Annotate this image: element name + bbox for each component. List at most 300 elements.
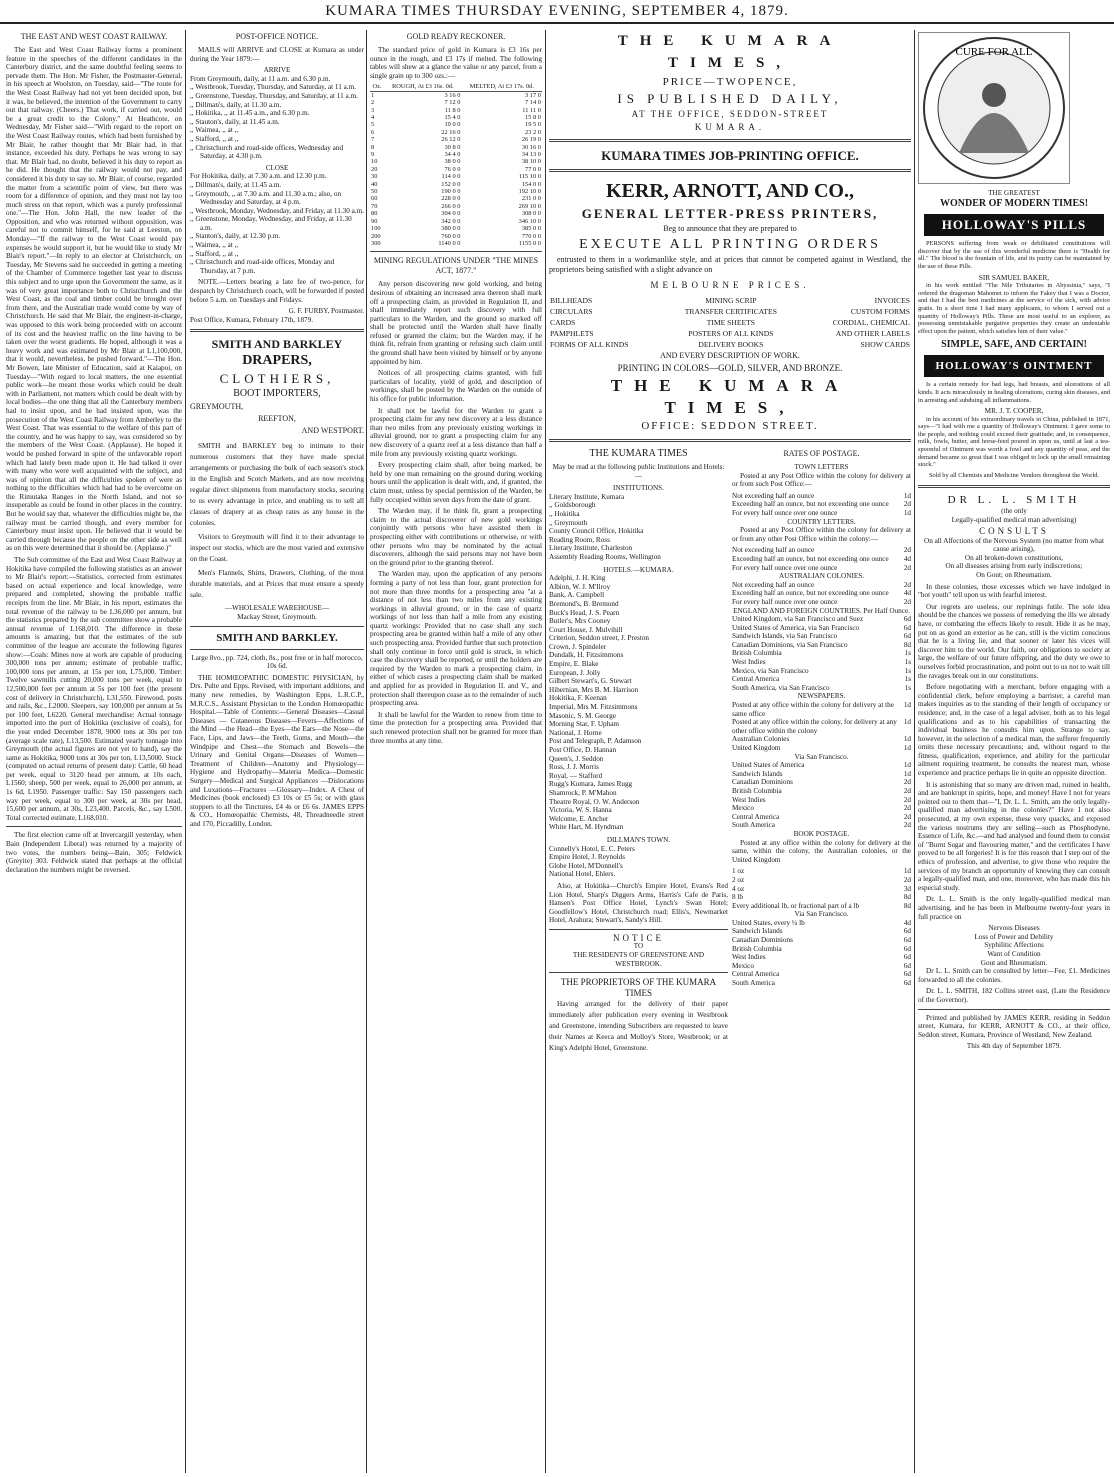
list-item: Nervous Diseases (988, 924, 1040, 933)
colors-line: PRINTING IN COLORS—GOLD, SILVER, AND BRONZE. (617, 363, 843, 373)
table-cell: 50 (371, 188, 378, 196)
list-item: Connelly's Hotel, E. C. Peters (549, 844, 635, 853)
rate-list (732, 546, 911, 572)
table-row (370, 195, 542, 202)
list-item: Syphilitic Affections (984, 941, 1044, 950)
drapers-place: REEFTON, (258, 414, 296, 424)
list-item: National Hotel, Ehlers. (549, 870, 616, 879)
list-item: Theatre Royal, O. W. Anderson (549, 797, 640, 806)
rate-name: Exceeding half an ounce, but not exceeding one ounce (732, 500, 889, 509)
table-row (370, 107, 542, 114)
rate-name: Sandwich Islands (732, 769, 783, 778)
table-cell: 34 13 0 (521, 151, 541, 159)
list-item: Hokitika, F. Keenan (549, 694, 607, 703)
railway-para: The Sub committee of the East and West Coast Railway at Hokitika have compiled the following statistics as an answer to Mr Blair's report:—Statistics, corrected from estimates based on actual experience and local knowledge, were prepared and completed, showing the probable traffic receipts from the line. Mr Blair, in his report, estimates the total revenue of the railway to be L36,000 per annum, but the statistics prepared by the sub committee show a probable annual revenue of L168,010. The difference in these amounts is amazing, but that the estimates of the sub committee of the league are accurate the following figures show:—Coals: Mines now at work are capable of producing 300,000 tons per annum; estimate of probable traffic, 100,000 tons per annum, at 15s per ton, L75,000. Timber: Twelve sawmills cutting 20,000 tons per week, equal to 12,500,000 feet per annum at 5s per 100 feet (the present cost of delivery in Christchurch), L31,550. Firewood, posts and rails, &c., L2000. Sleepers, say 100,000 per annum at 5s per 100 feet, L6220. General merchandise: Actual tonnage imported into the port of Hokitika (exclusive of coals), for the year ended December 1878, 9000 tons at 30s per ton (average scale rate), L13,500. Estimated yearly tonnage into Greymouth (the actual figures are not yet to hand), say the same as Hokitika, 9000 tons at 30s per ton, L13,5000. Stock (computed on actual returns of present date): Cattle, 60 head per week, equal to 3120 head per annum, at 10s each, L1560; sheep, 500 per week, equal to 26,000 per annum, at 1s 6d, L1950. Passenger traffic: Say 150 passengers each way per week, equal to 300 per week, at 30s per head, 15,600 per annum, at 30s, L23,400. Parcels, &c., say L500. Total corrected estimate, L168,010. (6, 556, 182, 822)
table-cell: 3 16 0 (444, 91, 461, 99)
rate-amount: 1d (903, 867, 911, 876)
table-cell: 38 0 0 (444, 158, 461, 166)
column-gold-mining (370, 30, 542, 1473)
list-item: ,, Hokitika (549, 509, 580, 518)
table-cell: 4 (371, 114, 375, 121)
table-cell: 23 2 0 (525, 128, 541, 136)
rate-amount: 1s (904, 649, 911, 658)
table-cell: 26 12 0 (441, 136, 461, 144)
table-cell: 26 19 0 (521, 136, 541, 144)
list-item: ,, Hokitika, ,, at 11.45 a.m., and 6.30 p.m. (190, 109, 310, 118)
drapers-para: Men's Flannels, Shirts, Drawers, Clothing, of the most durable materials, and at Prices that must ensure a speedy sale. (190, 569, 364, 600)
arrive-label: ARRIVE (263, 66, 291, 75)
rate-row: Every additional lb, or fractional part of a lb 8d (732, 901, 911, 910)
read-at-title: THE KUMARA TIMES (589, 448, 688, 459)
hotels-label: HOTELS.—KUMARA. (603, 565, 674, 574)
paper-place: KUMARA. (694, 122, 766, 132)
rate-name: Mexico (732, 961, 754, 970)
list-item: Albion, W. J. M'Ilroy (549, 582, 611, 591)
list-item: Adelphi, J. H. King (549, 574, 606, 583)
divider (549, 439, 911, 442)
table-cell: 100 (371, 225, 381, 233)
table-cell: 770 0 0 (521, 232, 541, 240)
table-cell: 3 17 0 (525, 91, 541, 99)
table-cell: 80 (371, 210, 378, 218)
paper-published: IS PUBLISHED DAILY, (617, 91, 843, 106)
rate-row (732, 927, 911, 936)
rate-amount: 6d (903, 632, 911, 641)
melbourne-prices: MELBOURNE PRICES. (650, 280, 810, 290)
rate-amount: 6d (903, 615, 911, 624)
divider (6, 826, 182, 827)
list-item: ,, Greymouth, ,, at 7.30 a.m. and 11.30 a.m.; also, on Wednesday and Saturday, at 4 p.m. (190, 189, 342, 207)
post-note: NOTE.—Letters bearing a late fee of two-pence, for despatch by Christchurch coach, will be forwarded if posted before 5 a.m. on Tuesdays and Fridays. (190, 278, 364, 304)
rate-row (732, 804, 911, 813)
list-item: Welcome, E. Ancher (549, 814, 609, 823)
sold-by: Sold by all Chemists and Medicine Vendors throughout the World. (928, 471, 1099, 479)
column-railway (6, 30, 182, 1473)
list-item: ,, Westbrook, Monday, Wednesday, and Friday, at 11.30 a.m. (190, 206, 364, 215)
rate-name: West Indies (732, 953, 766, 962)
rate-name: Canadian Dominions (732, 936, 793, 945)
rate-name: Mexico (732, 804, 754, 813)
rate-label: BOOK POSTAGE. (793, 829, 850, 838)
list-item: Gout and Rheumatism. (980, 958, 1048, 967)
list-item: On all broken-down constitutions, (964, 553, 1064, 562)
rate-row (732, 945, 911, 954)
rate-amount: 1d (903, 491, 911, 500)
rate-row (732, 564, 911, 573)
rate-name: Mexico, via San Francisco (732, 666, 809, 675)
rate-row (732, 867, 911, 876)
rate-row (732, 555, 911, 564)
rate-name: British Columbia (732, 786, 782, 795)
melted-header: MELTED, At £3 17s. 0d. (461, 83, 542, 91)
table-cell: 7 14 0 (525, 99, 541, 107)
holloways-pills-title: HOLLOWAY'S PILLS (924, 214, 1104, 236)
table-cell: 19 0 0 (444, 121, 461, 129)
rate-name: United Kingdom (732, 744, 781, 752)
rate-name: British Columbia (732, 649, 782, 658)
mining-para: Notices of all prospecting claims granted, with full particulars of locality, yield of gold, and description of workings, shall be posted by the Warden on the outside of his office for public information. (370, 369, 542, 404)
rate-row (732, 735, 911, 744)
drapers-place: AND WESTPORT. (301, 426, 364, 436)
smith-para: It is astonishing that so many are driven mad, ruined in health, and are bankrupt in spirits, hope, and money! Have I not for years pointed out to them that—"I, Dr. L. L. Smith, am the only legally-qualified man advertising in the colonies?" Have I not also prosecuted, at my own expense, these very quacks, and exposed the various nostrums they are selling—such as Phosphodyne, Essence of Life, &c.—and had analysed and found them to consist of "Burnt Sugar and flavouring matter," and the certificates I have proved to be all forgeries! It is for this reason that I step out of the ethics of profession, and advertise, to give those who require the services of my branch an opportunity of knowing they can consult a legally-qualified man, and one, moreover, who has made this his especial study. (918, 780, 1110, 892)
table-cell: 8 (371, 143, 375, 151)
rate-amount: 6d (903, 970, 911, 979)
table-cell: 266 0 0 (441, 202, 461, 210)
table-cell: SHOW CARDS (860, 340, 910, 349)
smith-diseases-list (918, 924, 1110, 967)
list-item: For Hokitika, daily, at 7.30 a.m. and 12.30 p.m. (190, 172, 327, 181)
table-row (370, 240, 542, 247)
table-row (370, 203, 542, 210)
rate-row (732, 953, 911, 962)
list-item: Dundalk, H. Fitzsimmons (549, 651, 624, 660)
holloways-ointment-title: HOLLOWAY'S OINTMENT (924, 355, 1104, 377)
table-cell: 342 0 0 (441, 217, 461, 225)
mining-para: It shall be lawful for the Warden to renew from time to time the protection for a prospecting area. Provided that such renewed protection shall not be granted for more than three months at any time. (370, 710, 542, 745)
list-item: ,, Stauton's, daily, at 11.45 a.m. (190, 117, 280, 126)
rate-intro: Posted at any Post Office within the colony for delivery at or from such Post Office:— (732, 471, 911, 489)
table-cell: 30 (371, 173, 378, 181)
column-rule (185, 30, 186, 1473)
gold-intro: The standard price of gold in Kumara is £3 16s per ounce in the rough, and £3 17s if melted. The following tables will shew at a glance the value or any parcel, from a single grain up to 300 ozs.:— (370, 46, 542, 80)
table-cell: 308 0 0 (521, 210, 541, 218)
rate-label: Via San Francisco. (794, 910, 849, 919)
list-item: Bank, A. Campbell (549, 591, 605, 600)
homoeopathic-ad: THE HOMŒOPATHIC DOMESTIC PHYSICIAN, by Drs. Pulte and Epps. Revised, with important additions, and many new remedies, by Washington Epps, L.R.C.P., M.R.C.S., Assistant Physician to the London Homœopathic Hospital.—Table of Contents:—General Diseases—Casual Diseases — Cutaneous Diseases—Fevers—Affections of the Mind —the Head—the Eyes—the Ears—the Nose—the Face, Lips, and Jaws—the Teeth, Gums, and Mouth—the Windpipe and Chest—the Stomach and Bowels—the Urinary and Genital Organs—Diseases of Women—Treatment of Children—Anatomy and Physiology—Hygiene and Hydropathy—Materia Medica—Domestic Surgery—Medical and Surgical Appliances —Dislocations and Luxations—Fractures —Glossary—Index. A Chest of Medicines (book enclosed) £3 10s or £5 5s; or with glass stoppers to all the Tinctures, £4 4s or £6 6s. JAMES EPPS & CO., Homœopathic Chemists, 48, Threadneedle street and 170, Piccadilly, London. (190, 673, 364, 828)
rate-row (732, 500, 911, 509)
table-row (370, 121, 542, 128)
rate-list (732, 492, 911, 518)
rate-row (732, 885, 911, 894)
table-row (370, 188, 542, 195)
drapers-footer: SMITH AND BARKLEY. (216, 631, 338, 644)
rate-row (732, 919, 911, 928)
rate-amount: 1s (904, 683, 911, 692)
list-item: Court House, J. Mulvihill (549, 625, 623, 634)
table-row (370, 136, 542, 143)
rate-row (732, 546, 911, 555)
rate-name: Not exceeding half an ounce (732, 491, 815, 500)
rate-amount: 6d (903, 927, 911, 936)
rate-name: Central America (732, 675, 780, 684)
rate-row (732, 936, 911, 945)
table-row (370, 91, 542, 99)
rate-amount: 1d (903, 718, 911, 727)
rate-name: South America (732, 979, 775, 988)
rate-name: Sandwich Islands (732, 927, 783, 936)
table-cell: 1155 0 0 (518, 239, 541, 247)
rate-row (732, 970, 911, 979)
rate-amount: 2d (903, 786, 911, 795)
list-item: European, J. Jolly (549, 668, 601, 677)
rate-name: Posted at any office within the colony, for delivery at any other office within the colony (732, 718, 897, 735)
proprietors-para: Having arranged for the delivery of their paper immediately after publication every evening in Westbrook and Greenstone, intending Subscribers are requested to leave their Names at Keeca and Molloy's Store, Westbrook; or at King's Adelphi Hotel, Greenstone. (549, 1000, 728, 1053)
table-cell: POSTERS OF ALL KINDS (688, 329, 774, 338)
imprint-date: This 4th day of September 1879. (966, 1042, 1062, 1051)
table-cell: 7 12 0 (444, 99, 461, 107)
list-item: ,, Westbrook, Tuesday, Thursday, and Saturday, at 11 a.m. (190, 83, 356, 92)
rate-row (732, 649, 911, 658)
oz-header: Oz. (370, 83, 384, 91)
paper-title: THE KUMARA TIMES, (617, 33, 843, 71)
rate-name: United States of America, via San Francisco (732, 623, 860, 632)
rate-row (732, 744, 911, 753)
list-item: ,, Waimea, ,, at ,, (190, 126, 239, 135)
rate-name: For every half ounce over one ounce (732, 563, 838, 572)
rate-amount: 4d (903, 554, 911, 563)
svg-text:CURE FOR ALL: CURE FOR ALL (955, 46, 1033, 58)
rate-row (732, 615, 911, 624)
table-row (370, 173, 542, 180)
divider (549, 139, 911, 142)
gold-table (370, 83, 542, 247)
cooper-name: MR. J. T. COOPER, (984, 407, 1044, 416)
holloway-seal-icon (918, 32, 1070, 184)
masthead: KUMARA TIMES THURSDAY EVENING, SEPTEMBER 4, 1879. (0, 0, 1114, 24)
rate-row (732, 718, 911, 735)
gold-title: GOLD READY RECKONER. (406, 32, 506, 41)
table-cell: 30 16 0 (521, 143, 541, 151)
rate-row (732, 778, 911, 787)
divider (549, 972, 728, 973)
divider (549, 169, 911, 172)
list-item: Buck's Head, J. S. Pearn (549, 608, 620, 617)
rate-row (732, 684, 911, 693)
table-row (370, 181, 542, 188)
rate-name: Posted at any office within the colony for delivery at the same office (732, 701, 894, 718)
list-item: Gilbert Stewart's, G. Stewart (549, 677, 632, 686)
rate-amount: 6d (903, 953, 911, 962)
rate-label: COUNTRY LETTERS. (787, 517, 856, 526)
paper-office: AT THE OFFICE, SEDDON-STREET (631, 109, 829, 119)
notice-residents: THE RESIDENTS OF GREENSTONE AND WESTBROOK. (572, 951, 705, 968)
list-item: ,, Christchurch and road-side offices, Wednesday and Saturday, at 4.30 p.m. (190, 143, 344, 161)
list-item: From Greymouth, daily, at 11 a.m. and 6.30 p.m. (190, 74, 331, 83)
baker-name: SIR SAMUEL BAKER, (978, 273, 1050, 282)
divider (190, 626, 364, 627)
list-item: Hibernian, Mrs B. M. Harrison (549, 685, 639, 694)
list-item: ,, Waimea, ,, at ,, (190, 241, 239, 250)
list-item: Royal, — Stafford (549, 771, 603, 780)
list-item: On all diseases arising from early indiscretions; (945, 562, 1083, 571)
drapers-address: Mackay Street, Greymouth. (237, 613, 317, 621)
list-item: ,, Dillman's, daily, at 11.30 a.m. (190, 100, 282, 109)
rough-header: ROUGH, At £3 16s. 0d. (384, 83, 461, 91)
list-item: Post Office, D. Hannan (549, 746, 617, 754)
rates-title: RATES OF POSTAGE. (783, 449, 860, 458)
postage-rates-section (732, 447, 911, 1057)
table-row (370, 218, 542, 225)
election-para: The first election came off at Invercargill yesterday, when Bain (Independent Liberal) was returned by a majority of two votes, the numbers being—Bain, 305; Feldwick (Greyite) 303. Feldwick stated that perhaps at the official declaration the numbers might be reversed. (6, 831, 182, 874)
rate-name: Canadian Dominions (732, 778, 793, 787)
rate-amount: 6d (903, 623, 911, 632)
mining-para: Any person discovering new gold working, and being desirous of obtaining an increased area thereon shall mark off a prospecting claim, as provided in Regulation II, and shall immediately report such discovery with full particulars to the Warden, and the ground so marked off shall be protected until the Warden shall have finally refused or granted the claim; but the Warden may, if he think fit, refrain from granting or refusing such claim until the ground shall have been visited by himself or by anyone appointed by him. (370, 280, 542, 366)
table-cell: 20 (371, 165, 378, 173)
table-cell: 231 0 0 (521, 195, 541, 203)
table-cell: BILLHEADS (550, 296, 593, 305)
rate-amount: 1s (904, 675, 911, 684)
table-cell: 1140 0 0 (438, 239, 461, 247)
rate-amount: 2d (903, 812, 911, 821)
drapers-sub: BOOT IMPORTERS, (233, 388, 321, 400)
table-cell: 380 0 0 (441, 225, 461, 233)
list-item: Literary Institute, Charleston (549, 544, 633, 553)
post-office-title: POST-OFFICE NOTICE. (235, 32, 319, 41)
list-item: ,, Stafford, ,, at ,, (190, 134, 239, 143)
rate-name: 1 oz (732, 867, 745, 876)
table-cell: 152 0 0 (441, 180, 461, 188)
table-cell: 11 8 0 (444, 106, 461, 114)
rate-row (732, 796, 911, 805)
entrusted-para: entrusted to them in a workmanlike style, and at prices that cannot be competed against in Westland, the proprietors being satisfied with a slight advance on (549, 255, 911, 274)
rate-name: West Indies (732, 658, 766, 667)
list-item: National, J. Horne (549, 728, 602, 737)
table-cell: 9 (371, 151, 375, 159)
smith-para: Dr. L. L. Smith is the only legally-qualified medical man advertising, and he has been in Melbourne twenty-four years in full practice on (918, 895, 1110, 921)
list-item: Globe Hotel, M'Donnell's (549, 861, 623, 870)
table-cell: CIRCULARS (550, 307, 593, 316)
rate-label: NEWSPAPERS. (797, 692, 846, 701)
smith-address: Dr. L. L. SMITH, 182 Collins street east, (Late the Residence of the Governor). (918, 987, 1110, 1004)
table-cell: 11 11 0 (522, 106, 541, 114)
table-cell: 6 (371, 128, 375, 136)
drapers-title: SMITH AND BARKLEY (211, 337, 343, 352)
rate-name: Sandwich Islands, via San Francisco (732, 632, 838, 641)
rate-amount: 1d (903, 735, 911, 744)
job-printing-title: KUMARA TIMES JOB-PRINTING OFFICE. (601, 148, 859, 163)
list-item: Post and Telegraph, P. Adamson (549, 737, 642, 746)
railway-para: The East and West Coast Railway forms a prominent feature in the speeches of the different candidates in the Canterbury district, and the same doubtful feeling seems to pervade them. The Hon. Mr Fisher, the Postmaster-General, in his speech at Woolston, on Tuesday, said—"The route for the West Coast Railway had not yet been decided upon, but it was, he believed, the intention of the Government to carry out that railway. (Cheers.) That work, if carried out, would be a great credit to the Colony." At Heathcote, on Wednesday, Mr Fisher said—"With regard to the report on the West Coast Railway routes, which had been furnished by Mr Blair, he rather thought that Mr Blair had, in that instance, exceeded his duty. Perhaps he was wrong to say that. Mr Blair had, no doubt, believed it his duty to report as he did. He thought that the railway would not pay, and considered it his duty to say so. Mr Blair, of course, regarded the matter from a scientific point of view, but there was room for a difference of opinion, and they must not lay too much stress on that report, which was a purely professional one."—The Hon. John Hall, the new leader of the Opposition, and who was returned without opposition, was careful not to commit himself, for he said at Leeston, on Monday—"If the railway to the West Coast would pay expenses he would support it, but he would like to study Mr Blair's report."—In reply to an elector at Christchurch, on Tuesday, Mr Stevens said he succeeded in getting a meeting of the Chamber of Commerce together last year to discuss this subject and to urge upon the Government the same, as it was of very great importance both to Christchurch and the West Coast, as the coal and timber could be brought over from there, and the Australian trade would come by way of Christchurch. He said that Mr Blair, the engineer-in-charge, was opposed to this work being proceeded with on account of its cost and the heaviest traffic on the line having to be taken over the worst gradients. He hoped, although it was a heavy work and was estimated by Mr Blair at L1,100,000, that it would, nevertheless, be pushed forward."—The Hon. Mr Bowen, late Minister of Education, said at Kaiapoi, on Tuesday—"With regard to local matters, the one essential public work—he meant those works which could be dealt with in Parliament, not matters which could be dealt with by local bodies—the one thing that all the Canterbury members had to insist upon, and he had insisted upon, was the prosecution of the West Coast Railway from Amberley to the West Coast. That was essential to the welfare of this part of the country, and he was happy to say, was considered so by the members of the West Coast. (Applause). He hoped it would be pushed forward in spite of the unfavorable report which had lately been made upon it. He had talked it over with many who were well acquainted with the subject, and was of opinion that all the difficulties spoken of were as nothing to the difficulties which had had to be overcome on the Rimutaka Ranges in the North Island, and not so insuperable as could be found in other places in the country. But he would say that, whatever the difficulties might be, the railway must be carried though, and every member for Canterbury must insist upon. He believed that it would be carried through because the people on the other side as well as on this were determined that it should be. (Applause.)" (6, 46, 182, 553)
table-cell: TRANSFER CERTIFICATES (684, 307, 777, 316)
rate-name: For every half ounce over one ounce (732, 597, 838, 606)
table-cell: PAMPHLETS (550, 329, 594, 338)
rate-list (732, 867, 911, 901)
column-rule (545, 30, 546, 1473)
rate-amount: 2d (903, 778, 911, 787)
table-cell: 304 0 0 (441, 210, 461, 218)
rate-name: For every half ounce over one ounce (732, 508, 838, 517)
divider (918, 485, 1110, 488)
table-row (370, 129, 542, 136)
list-item: Reading Room, Ross (549, 535, 610, 544)
read-at-section (549, 447, 728, 1057)
table-row (370, 144, 542, 151)
list-item: ,, Stanton's, daily, at 12.30 p.m. (190, 232, 281, 241)
list-item: ,, Dillman's, daily, at 11.45 a.m. (190, 180, 282, 189)
arrive-list (190, 75, 364, 161)
rate-amount: 2d (903, 580, 911, 589)
rate-row (732, 589, 911, 598)
list-item: Want of Condition (987, 949, 1041, 958)
column-holloway-smith (918, 30, 1110, 1473)
print-items-table (549, 295, 911, 350)
column-post-drapers (190, 30, 364, 1473)
table-cell: INVOICES (874, 296, 910, 305)
rate-row (732, 761, 911, 770)
rate-amount: 1d (903, 769, 911, 778)
rate-row (732, 979, 911, 988)
list-item: On all Affections of the Nervous System (no matter from what cause arising), (924, 536, 1104, 554)
rate-amount: 1s (904, 666, 911, 675)
table-cell: 346 10 0 (518, 217, 541, 225)
rate-row (732, 667, 911, 676)
table-cell: 760 0 0 (441, 232, 461, 240)
rate-label: ENGLAND AND FOREIGN COUNTRIES. Per Half Ounce. (733, 606, 910, 615)
table-row (370, 233, 542, 240)
notice-title: NOTICE (613, 932, 664, 943)
table-cell: 77 0 0 (525, 165, 541, 173)
rate-amount: 2d (903, 875, 911, 884)
mining-para: The Warden may, if he think fit, grant a prospecting claim to the actual discoverer of new gold workings conjointly with persons who have assisted them in prospecting either with contributions or otherwise, or with other persons who may be nominated by the actual discoverers, although the said persons may not have been on the ground prior to the granting thereof. (370, 507, 542, 567)
rate-name: United States, every ¼ lb (732, 918, 805, 927)
post-place: Post Office, Kumara, February 17th, 1879. (190, 315, 314, 324)
rate-amount: 2d (903, 821, 911, 830)
table-cell: TIME SHEETS (706, 318, 756, 327)
rate-name: West Indies (732, 795, 766, 804)
table-cell: 192 10 0 (518, 188, 541, 196)
imprint: Printed and published by JAMES KERR, residing in Seddon street, Kumara, for KERR, ARNOTT & CO., at their office, Seddon street, Kumara, Province of Westland, New Zealand. (918, 1013, 1110, 1039)
rate-name: Canadian Dominions, via San Francisco (732, 640, 848, 649)
table-cell: FORMS OF ALL KINDS (550, 340, 629, 349)
smith-para: In these colonies, those excesses which we have indulged in "hot youth" tell upon us with fearful interest. (918, 582, 1110, 600)
postmaster-signature: G. F. FURBY, Postmaster. (288, 307, 364, 316)
table-cell: 1 (371, 91, 375, 99)
table-cell: 269 10 0 (518, 202, 541, 210)
mining-title: MINING REGULATIONS UNDER "THE MINES ACT, 1877." (373, 256, 539, 276)
list-item: ,, Stafford, ,, at ,, (190, 249, 239, 258)
table-cell: 60 (371, 195, 378, 203)
consult-list (918, 537, 1110, 580)
column-rule (366, 30, 367, 1473)
institutions-list (549, 493, 728, 562)
rate-list (732, 701, 911, 753)
railway-title: THE EAST AND WEST COAST RAILWAY. (20, 32, 168, 41)
table-cell: 190 0 0 (441, 188, 461, 196)
list-item: Criterion, Seddon street, J. Preston (549, 634, 650, 643)
every-description: AND EVERY DESCRIPTION OF WORK. (660, 351, 800, 360)
table-cell: DELIVERY BOOKS (698, 340, 764, 349)
rate-amount: 2d (903, 500, 911, 509)
close-label: CLOSE (265, 163, 289, 172)
table-row (549, 295, 911, 306)
table-cell: 40 (371, 180, 378, 188)
rate-amount: 2d (903, 563, 911, 572)
rate-name: South America, via San Francisco (732, 683, 830, 692)
paper-price: PRICE—TWOPENCE, (662, 76, 798, 88)
list-item: Shamrock, P. M'Mahon (549, 788, 617, 797)
rate-row (732, 962, 911, 971)
table-cell: 19 5 0 (525, 121, 541, 129)
also-para: Also, at Hokitika—Church's Empire Hotel, Evans's Red Lion Hotel, Sharp's Diggers Arms, Harris's Cafe de Paris, Hansen's Post Office Hotel, Lynch's Swan Hotel; Goodfellow's Hotel, Christchurch road; Ellis's, Newmarket Hotel, Arahura; Stewart's, Sandy's Hill. (549, 881, 728, 925)
rate-name: Central America (732, 812, 780, 821)
table-row (549, 306, 911, 317)
list-item: White Hart, M. Hyndman (549, 823, 624, 832)
rate-amount: 3d (903, 884, 911, 893)
rate-name: Australian Colonies (732, 735, 790, 744)
rate-row (732, 632, 911, 641)
table-row (370, 210, 542, 217)
list-item: Morning Star, F. Upham (549, 720, 620, 729)
announce-line: Beg to announce that they are prepared to (663, 224, 797, 233)
table-cell: 34 4 0 (444, 151, 461, 159)
divider (918, 1009, 1110, 1010)
rate-amount: 4d (903, 918, 911, 927)
rate-name: British Columbia (732, 944, 782, 953)
smith-para: Before negotiating with a merchant, before engaging with a confidential clerk, before employing a barrister, a careful man makes inquiries as to the standing of their length of occupancy or residence; and, in the case of a legal adviser, both as to his legal qualifications and as to his capabilities of transacting the individual business he consults him upon. Strange to say, however, in the selection of a medical man, the sufferer frequently omits these necessary precautions; and, without regard to the fitness, qualification, experience, and ability for the particular ailment requiring treatment, he consults the nearest man, whose experience and practice perhaps lie in quite an opposite direction. (918, 683, 1110, 778)
divider (190, 329, 364, 332)
table-cell: CUSTOM FORMS (850, 307, 910, 316)
table-cell: 76 0 0 (444, 165, 461, 173)
